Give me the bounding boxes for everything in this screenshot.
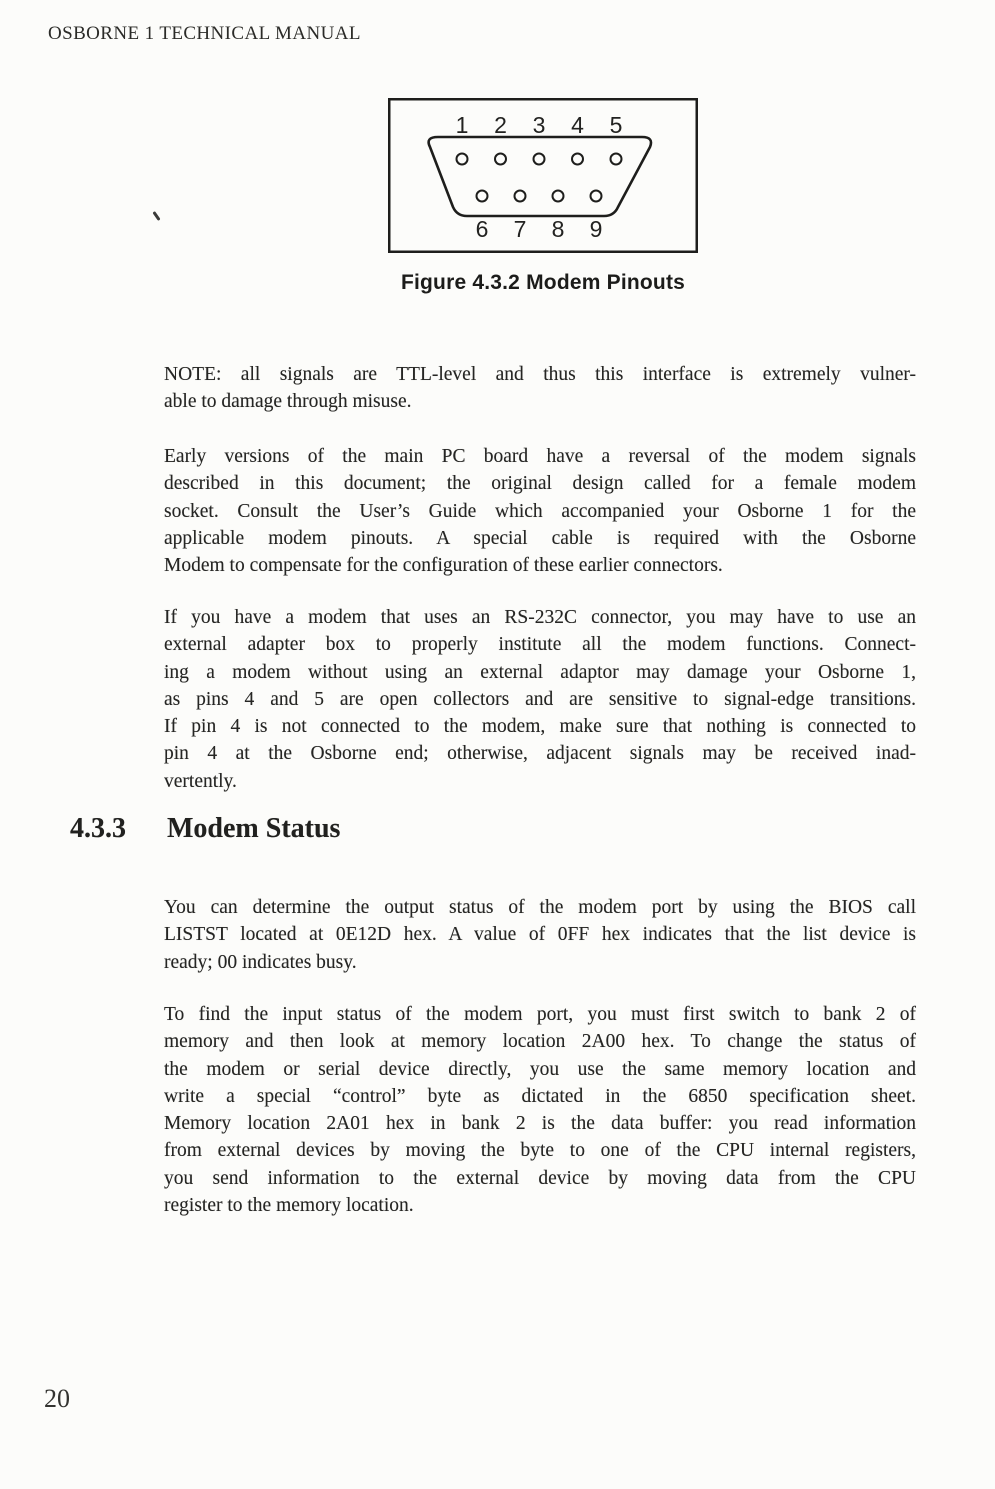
text-line: Early versions of the main PC board have a reversal of the modem signals xyxy=(164,446,916,467)
pin-label-6: 6 xyxy=(475,216,489,242)
pin-label-7: 7 xyxy=(513,216,527,242)
text-line: the modem or serial device directly, you use the same memory location and xyxy=(164,1058,916,1080)
text-line: vertently. xyxy=(164,770,237,792)
paragraph-early-versions xyxy=(164,443,916,579)
text-line: NOTE: all signals are TTL-level and thus this interface is extremely vulner- xyxy=(164,364,916,385)
text-line: ready; 00 indicates busy. xyxy=(164,951,357,973)
paragraph-output-status xyxy=(164,894,916,976)
figure-modem-pinouts xyxy=(388,98,698,253)
paragraph-input-status xyxy=(164,1001,916,1219)
text-line: socket. Consult the User’s Guide which accompanied your Osborne 1 for the xyxy=(164,500,916,522)
text-line: You can determine the output status of the modem port by using the BIOS call xyxy=(164,897,916,918)
text-line: ing a modem without using an external adaptor may damage your Osborne 1, xyxy=(164,661,916,683)
page-header-title: OSBORNE 1 TECHNICAL MANUAL xyxy=(48,23,361,44)
section-number: 4.3.3 xyxy=(70,813,126,844)
scan-artifact-mark xyxy=(152,211,160,221)
text-line: Modem to compensate for the configuration of these earlier connectors. xyxy=(164,555,723,577)
text-line: you send information to the external device by moving data from the CPU xyxy=(164,1167,916,1189)
text-line: Memory location 2A01 hex in bank 2 is the data buffer: you read information xyxy=(164,1113,916,1135)
text-line: If pin 4 is not connected to the modem, make sure that nothing is connected to xyxy=(164,716,916,738)
text-line: write a special “control” byte as dictated in the 6850 specification sheet. xyxy=(164,1085,916,1107)
text-line: described in this document; the original design called for a female modem xyxy=(164,473,916,495)
pin-label-5: 5 xyxy=(609,112,623,138)
text-line: external adapter box to properly institute all the modem functions. Connect- xyxy=(164,634,916,656)
section-heading xyxy=(0,813,995,853)
db9-connector-diagram xyxy=(388,98,698,253)
text-line: register to the memory location. xyxy=(164,1195,414,1217)
text-line: LISTST located at 0E12D hex. A value of 0FF hex indicates that the list device is xyxy=(164,924,916,946)
paragraph-rs232-adapter xyxy=(164,604,916,795)
pin-label-8: 8 xyxy=(551,216,565,242)
pin-label-2: 2 xyxy=(494,112,507,138)
text-line: from external devices by moving the byte to one of the CPU internal registers, xyxy=(164,1140,916,1162)
connector-outline xyxy=(429,137,651,216)
pin-label-9: 9 xyxy=(589,216,603,242)
text-line: applicable modem pinouts. A special cable is required with the Osborne xyxy=(164,527,916,549)
text-line: as pins 4 and 5 are open collectors and are sensitive to signal-edge transitions. xyxy=(164,688,916,710)
text-line: pin 4 at the Osborne end; otherwise, adjacent signals may be received inad- xyxy=(164,743,916,765)
pin-label-3: 3 xyxy=(532,112,546,138)
section-title: Modem Status xyxy=(167,813,341,844)
pin-label-1: 1 xyxy=(455,112,469,138)
text-line: To find the input status of the modem port, you must first switch to bank 2 of xyxy=(164,1004,916,1025)
text-line: If you have a modem that uses an RS-232C connector, you may have to use an xyxy=(164,607,916,628)
pin-label-4: 4 xyxy=(571,112,584,138)
note-paragraph xyxy=(164,361,916,416)
text-line: memory and then look at memory location 2A00 hex. To change the status of xyxy=(164,1031,916,1053)
page-number: 20 xyxy=(44,1384,70,1413)
text-line: able to damage through misuse. xyxy=(164,391,412,413)
figure-caption: Figure 4.3.2 Modem Pinouts xyxy=(400,271,686,294)
